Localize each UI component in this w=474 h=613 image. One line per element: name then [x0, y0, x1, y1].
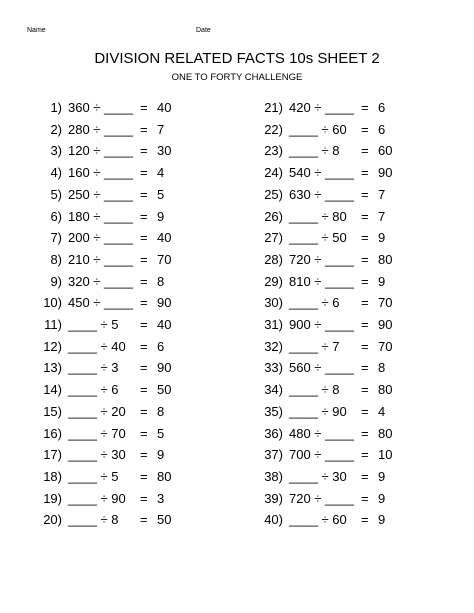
problem-result: 9: [378, 273, 386, 289]
problem-result: 40: [157, 317, 172, 332]
equals-sign: =: [140, 208, 148, 224]
problem-expression: ____ ÷ 80: [289, 208, 347, 224]
problem-number: 38): [264, 468, 283, 484]
problem-result: 90: [157, 295, 172, 311]
problem-number: 24): [264, 165, 283, 181]
problem-number: 23): [264, 143, 283, 159]
problem-expression: 480 ÷ ____: [289, 425, 354, 441]
problem-result: 9: [378, 230, 386, 246]
problem-number: 3): [50, 143, 62, 159]
problem-result: 9: [378, 468, 386, 484]
problem-result: 90: [157, 360, 172, 376]
problem-number: 22): [264, 121, 283, 137]
problem-result: 5: [157, 186, 165, 202]
problem-number: 35): [264, 403, 283, 419]
problem-expression: ____ ÷ 5: [68, 468, 119, 484]
equals-sign: =: [140, 447, 148, 463]
problem-expression: 320 ÷ ____: [68, 273, 133, 289]
problem-number: 6): [50, 208, 62, 224]
problem-result: 6: [378, 100, 386, 115]
equals-sign: =: [361, 468, 369, 484]
problem-number: 2): [50, 121, 62, 137]
problem-number: 33): [264, 360, 283, 376]
equals-sign: =: [361, 490, 369, 506]
equals-sign: =: [140, 121, 148, 137]
equals-sign: =: [361, 165, 369, 181]
equals-sign: =: [361, 295, 369, 311]
equals-sign: =: [361, 403, 369, 419]
problem-expression: 810 ÷ ____: [289, 273, 354, 289]
problem-expression: 280 ÷ ____: [68, 121, 133, 137]
problem-number: 26): [264, 208, 283, 224]
problem-number: 15): [43, 403, 62, 419]
problem-result: 80: [157, 468, 172, 484]
problem-result: 80: [378, 382, 393, 398]
equals-sign: =: [361, 425, 369, 441]
equals-sign: =: [140, 425, 148, 441]
problem-expression: 630 ÷ ____: [289, 186, 354, 202]
problem-number: 12): [43, 338, 62, 354]
problem-expression: ____ ÷ 40: [68, 338, 126, 354]
problem-result: 4: [157, 165, 165, 181]
problem-result: 10: [378, 447, 393, 463]
equals-sign: =: [361, 382, 369, 398]
equals-sign: =: [361, 100, 369, 115]
problem-expression: 720 ÷ ____: [289, 251, 354, 267]
problem-result: 60: [378, 143, 393, 159]
problem-expression: 120 ÷ ____: [68, 143, 133, 159]
equals-sign: =: [140, 360, 148, 376]
problem-number: 34): [264, 382, 283, 398]
problem-expression: ____ ÷ 50: [289, 230, 347, 246]
problem-number: 30): [264, 295, 283, 311]
problem-expression: ____ ÷ 6: [289, 295, 340, 311]
problem-expression: ____ ÷ 30: [68, 447, 126, 463]
problem-expression: ____ ÷ 90: [289, 403, 347, 419]
problem-number: 27): [264, 230, 283, 246]
problem-expression: ____ ÷ 60: [289, 512, 347, 528]
equals-sign: =: [140, 273, 148, 289]
problem-expression: ____ ÷ 8: [68, 512, 119, 528]
problem-result: 8: [157, 403, 165, 419]
problem-result: 8: [378, 360, 386, 376]
equals-sign: =: [361, 121, 369, 137]
problem-expression: 540 ÷ ____: [289, 165, 354, 181]
equals-sign: =: [361, 143, 369, 159]
problem-result: 70: [378, 338, 393, 354]
equals-sign: =: [361, 230, 369, 246]
equals-sign: =: [140, 403, 148, 419]
equals-sign: =: [361, 447, 369, 463]
equals-sign: =: [140, 382, 148, 398]
problem-number: 28): [264, 251, 283, 267]
problem-number: 8): [50, 251, 62, 267]
problem-number: 25): [264, 186, 283, 202]
problem-result: 9: [378, 512, 386, 528]
problem-result: 80: [378, 251, 393, 267]
name-label: Name: [27, 27, 46, 34]
problem-number: 18): [43, 468, 62, 484]
problem-number: 7): [50, 230, 62, 246]
equals-sign: =: [140, 295, 148, 311]
problem-result: 90: [378, 317, 393, 332]
equals-sign: =: [140, 143, 148, 159]
problem-result: 4: [378, 403, 386, 419]
problem-result: 90: [378, 165, 393, 181]
problem-result: 3: [157, 490, 165, 506]
problem-result: 8: [157, 273, 165, 289]
problem-number: 11): [44, 317, 62, 332]
problem-number: 36): [264, 425, 283, 441]
problem-number: 40): [264, 512, 283, 528]
problem-expression: ____ ÷ 60: [289, 121, 347, 137]
problem-expression: 180 ÷ ____: [68, 208, 133, 224]
problem-number: 14): [43, 382, 62, 398]
equals-sign: =: [361, 360, 369, 376]
problem-number: 17): [43, 447, 62, 463]
problem-expression: 250 ÷ ____: [68, 186, 133, 202]
problem-number: 19): [43, 490, 62, 506]
problem-number: 31): [264, 317, 283, 332]
equals-sign: =: [140, 251, 148, 267]
problem-result: 6: [157, 338, 165, 354]
problem-number: 13): [43, 360, 62, 376]
problem-result: 7: [157, 121, 165, 137]
problem-result: 40: [157, 230, 172, 246]
problem-result: 30: [157, 143, 172, 159]
problem-number: 39): [264, 490, 283, 506]
problem-expression: ____ ÷ 3: [68, 360, 119, 376]
problem-expression: ____ ÷ 7: [289, 338, 340, 354]
problem-number: 5): [50, 186, 62, 202]
problem-number: 29): [264, 273, 283, 289]
problem-expression: 420 ÷ ____: [289, 100, 354, 115]
problem-expression: ____ ÷ 70: [68, 425, 126, 441]
problem-expression: ____ ÷ 8: [289, 382, 340, 398]
equals-sign: =: [140, 512, 148, 528]
equals-sign: =: [361, 512, 369, 528]
problem-number: 9): [50, 273, 62, 289]
problem-expression: 200 ÷ ____: [68, 230, 133, 246]
problem-result: 70: [157, 251, 172, 267]
problem-result: 6: [378, 121, 386, 137]
equals-sign: =: [140, 338, 148, 354]
problem-expression: ____ ÷ 6: [68, 382, 119, 398]
problem-number: 10): [43, 295, 62, 311]
equals-sign: =: [140, 186, 148, 202]
problem-result: 5: [157, 425, 165, 441]
equals-sign: =: [140, 230, 148, 246]
problem-expression: 450 ÷ ____: [68, 295, 133, 311]
equals-sign: =: [140, 468, 148, 484]
problem-expression: ____ ÷ 20: [68, 403, 126, 419]
problem-expression: ____ ÷ 30: [289, 468, 347, 484]
problem-number: 4): [50, 165, 62, 181]
problem-expression: ____ ÷ 8: [289, 143, 340, 159]
problem-result: 50: [157, 512, 172, 528]
page-subtitle: ONE TO FORTY CHALLENGE: [171, 72, 303, 83]
problem-result: 9: [157, 447, 165, 463]
problem-number: 21): [264, 100, 283, 115]
equals-sign: =: [140, 100, 148, 115]
equals-sign: =: [361, 251, 369, 267]
problem-result: 7: [378, 208, 386, 224]
page-title: DIVISION RELATED FACTS 10s SHEET 2: [94, 50, 380, 67]
equals-sign: =: [361, 186, 369, 202]
problem-expression: 900 ÷ ____: [289, 317, 354, 332]
problem-number: 37): [264, 447, 283, 463]
problem-expression: 360 ÷ ____: [68, 100, 133, 115]
problem-result: 7: [378, 186, 386, 202]
problem-result: 9: [157, 208, 165, 224]
equals-sign: =: [361, 317, 369, 332]
problem-result: 40: [157, 100, 172, 115]
equals-sign: =: [140, 317, 148, 332]
problem-expression: 160 ÷ ____: [68, 165, 133, 181]
problem-expression: ____ ÷ 5: [68, 317, 119, 332]
date-label: Date: [196, 27, 211, 34]
problem-number: 16): [43, 425, 62, 441]
problem-number: 20): [43, 512, 62, 528]
equals-sign: =: [140, 165, 148, 181]
problem-expression: 560 ÷ ____: [289, 360, 354, 376]
problem-expression: 720 ÷ ____: [289, 490, 354, 506]
equals-sign: =: [361, 273, 369, 289]
problem-expression: 700 ÷ ____: [289, 447, 354, 463]
problem-expression: 210 ÷ ____: [68, 251, 133, 267]
problem-number: 1): [50, 100, 62, 115]
problem-expression: ____ ÷ 90: [68, 490, 126, 506]
equals-sign: =: [361, 208, 369, 224]
equals-sign: =: [140, 490, 148, 506]
problem-result: 80: [378, 425, 393, 441]
equals-sign: =: [361, 338, 369, 354]
problem-number: 32): [264, 338, 283, 354]
problem-result: 9: [378, 490, 386, 506]
problem-result: 70: [378, 295, 393, 311]
problem-result: 50: [157, 382, 172, 398]
